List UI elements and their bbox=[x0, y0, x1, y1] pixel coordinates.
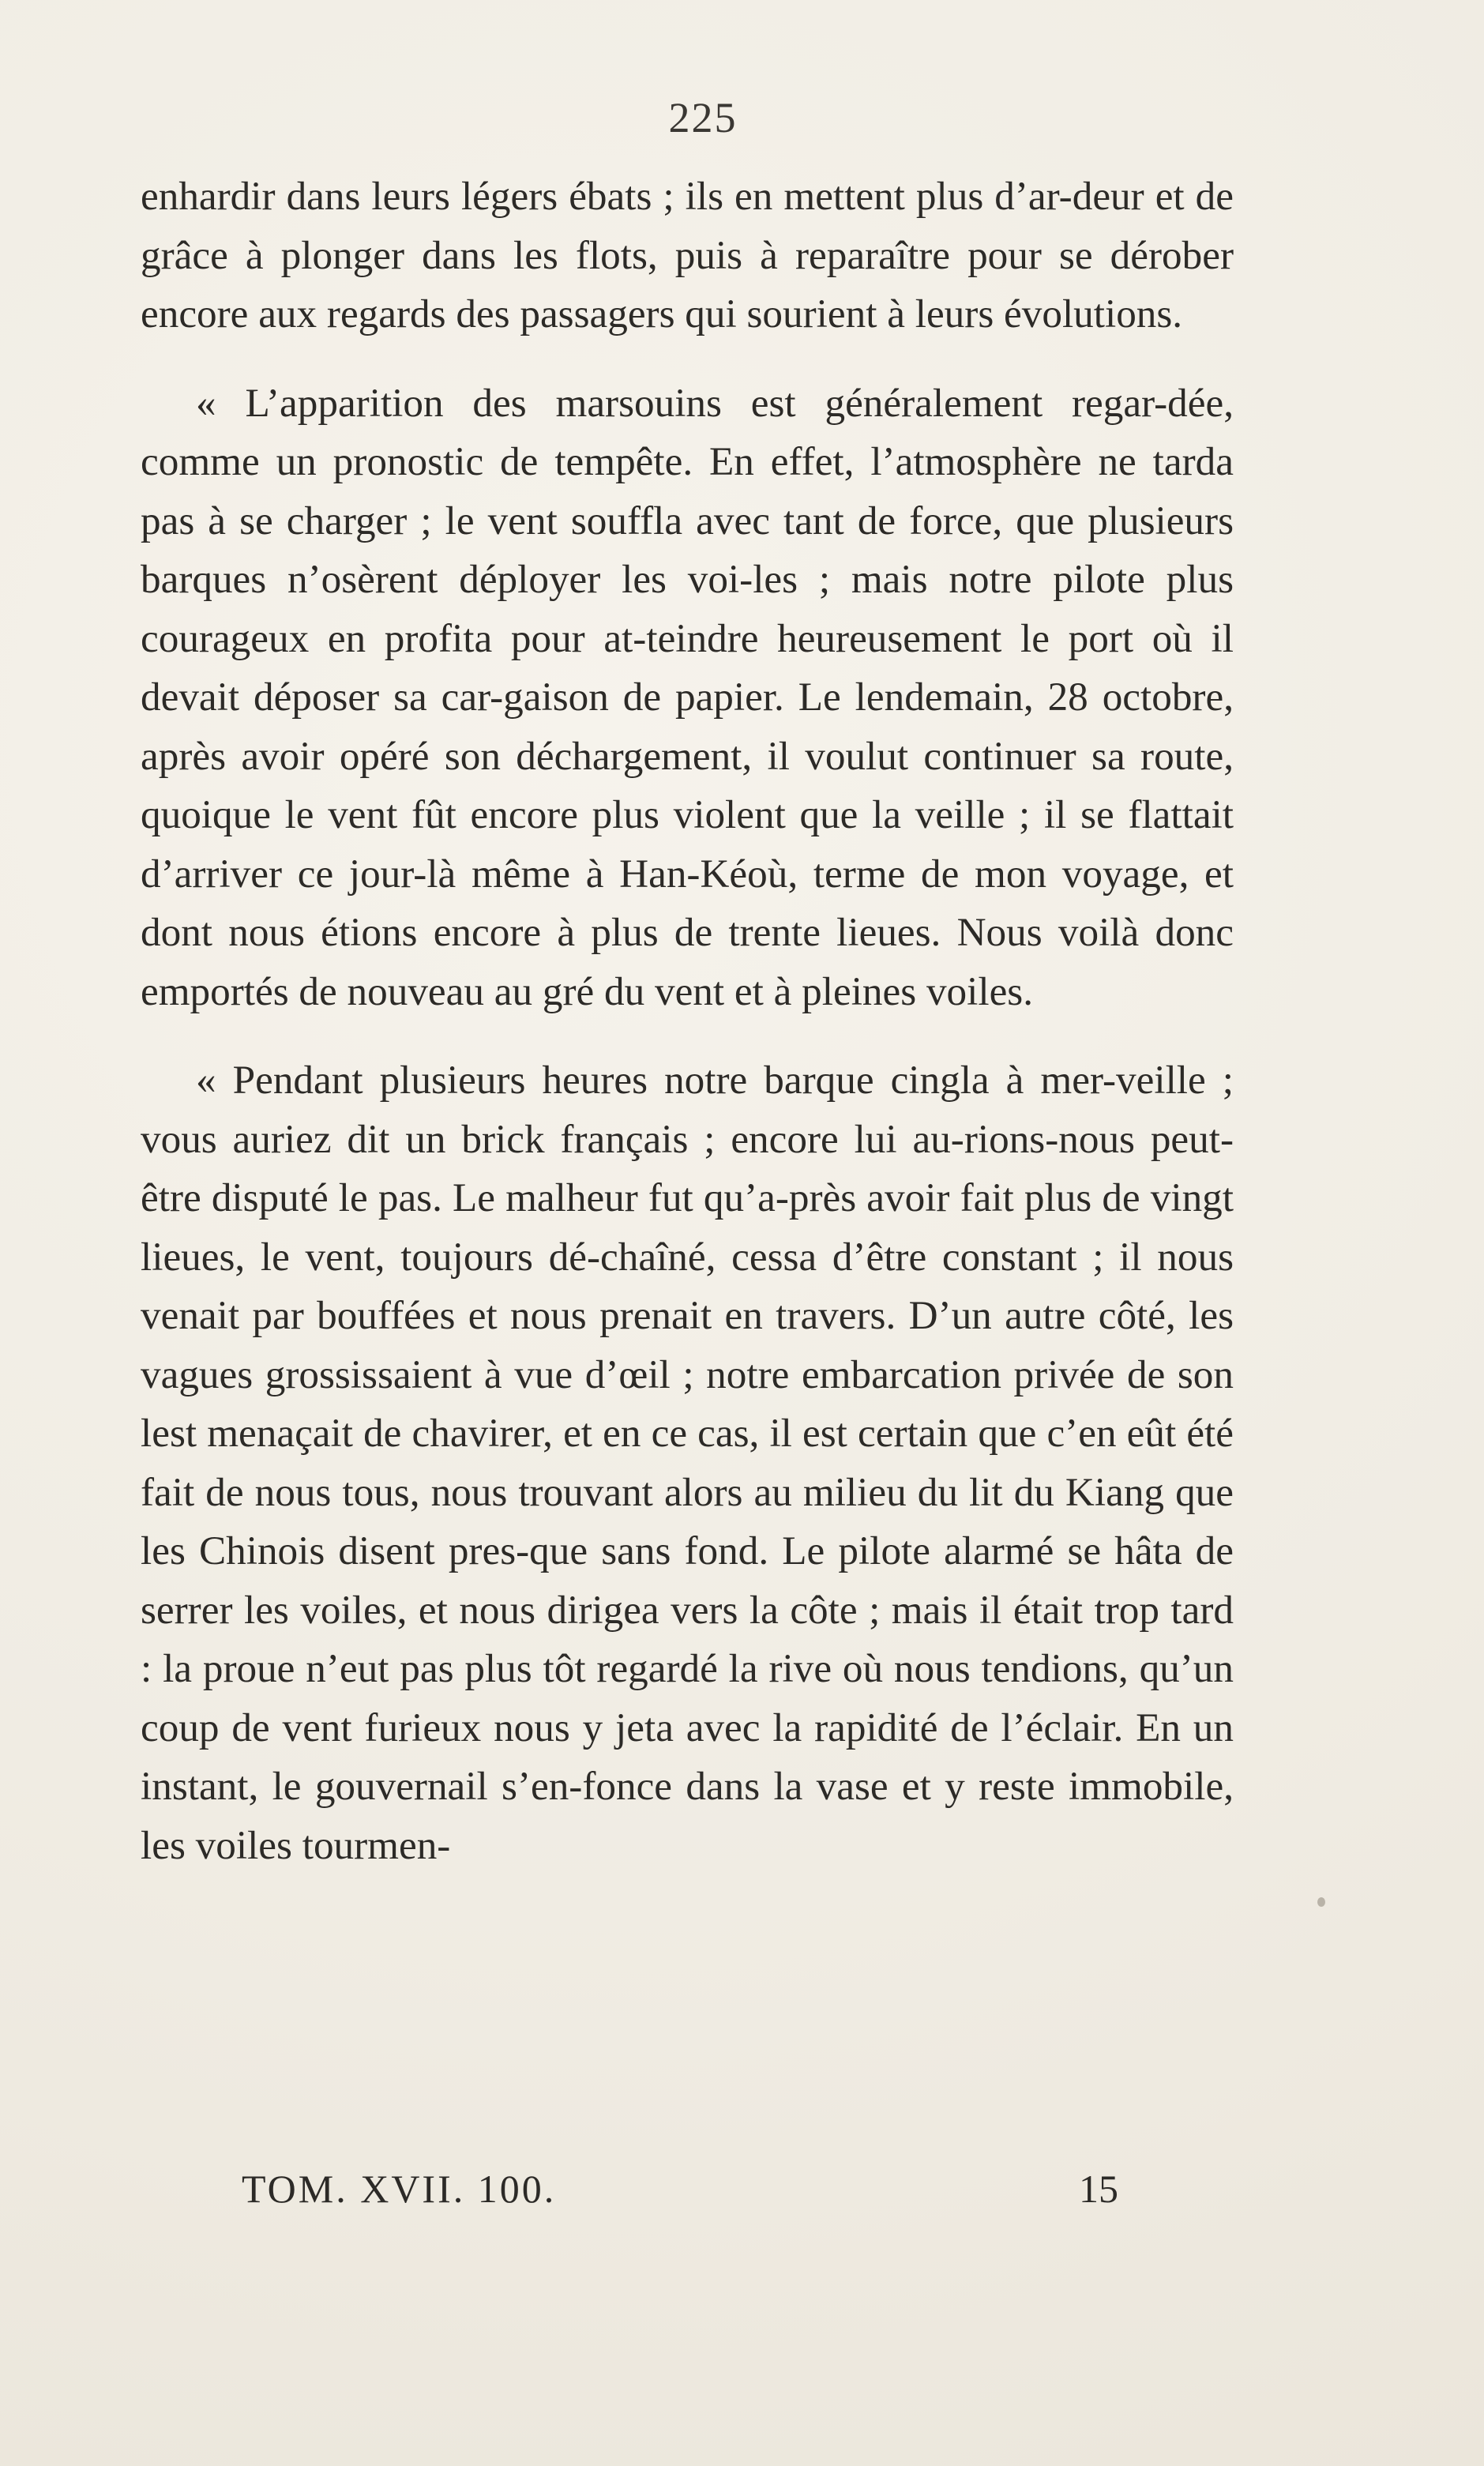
paragraph-2: « L’apparition des marsouins est généralement regar-dée, comme un pronostic de tempête. En effet, l’atmosphère ne tarda pas à se charger ; le vent souffla avec tant de force, que plusieurs barques n’osèrent déployer les voi-les ; mais notre pilote plus courageux en profita pour at-teindre heureusement le port où il devait déposer sa car-gaison de papier. Le lendemain, 28 octobre, après avoir opéré son déchargement, il voulut continuer sa route, quoique le vent fût encore plus violent que la veille ; il se flattait d’arriver ce jour-là même à Han-Kéoù, terme de mon voyage, et dont nous étions encore à plus de trente lieues. Nous voilà donc emportés de nouveau au gré du vent et à pleines voiles. bbox=[141, 380, 1234, 1014]
signature-mark: TOM. XVII. 100. bbox=[242, 2167, 557, 2211]
folio-number: 15 bbox=[1079, 2167, 1118, 2211]
page-number: 225 bbox=[668, 94, 738, 141]
paper-speck bbox=[1317, 1897, 1325, 1907]
page-footer bbox=[242, 2166, 1118, 2221]
paragraph-3: « Pendant plusieurs heures notre barque cingla à mer-veille ; vous auriez dit un brick français ; encore lui au-rions-nous peut-être disputé le pas. Le malheur fut qu’a-près avoir fait plus de vingt lieues, le vent, toujours dé-chaîné, cessa d’être constant ; il nous venait par bouffées et nous prenait en travers. D’un autre côté, les vagues grossissaient à vue d’œil ; notre embarcation privée de son lest menaçait de chavirer, et en ce cas, il est certain que c’en eût été fait de nous tous, nous trouvant alors au milieu du lit du Kiang que les Chinois disent pres-que sans fond. Le pilote alarmé se hâta de serrer les voiles, et nous dirigea vers la côte ; mais il était trop tard : la proue n’eut pas plus tôt regardé la rive où nous tendions, qu’un coup de vent furieux nous y jeta avec la rapidité de l’éclair. En un instant, le gouvernail s’en-fonce dans la vase et y reste immobile, les voiles tourmen- bbox=[141, 1058, 1234, 1868]
paragraph-1: enhardir dans leurs légers ébats ; ils en mettent plus d’ar-deur et de grâce à plonger dans les flots, puis à reparaître pour se dérober encore aux regards des passagers qui sourient à leurs évolutions. bbox=[141, 174, 1234, 336]
body-text bbox=[141, 167, 1234, 1875]
